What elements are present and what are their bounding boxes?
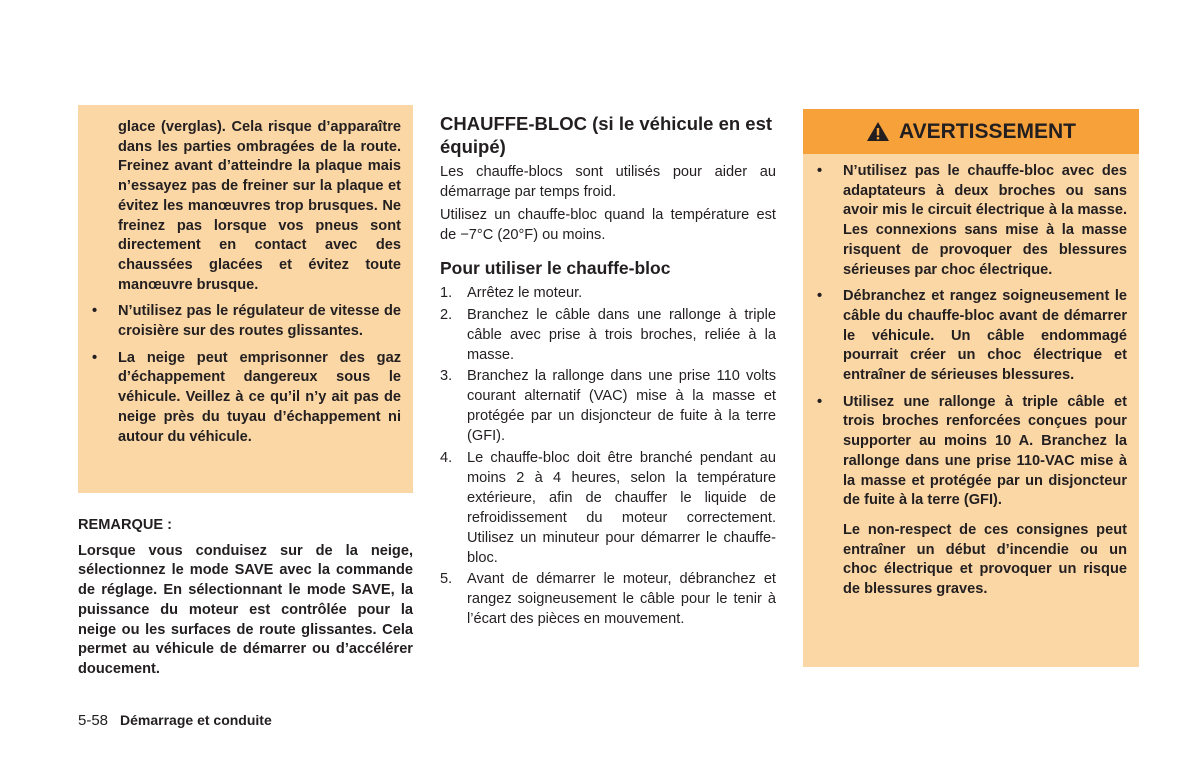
bullet-dot: • <box>92 303 98 320</box>
bullet-item <box>90 349 401 448</box>
step-text: Avant de démarrer le moteur, débranchez et rangez soigneusement le câble pour le tenir à l’écart des pièces en mouvement. <box>467 571 776 627</box>
intro-paragraph: Les chauffe-blocs sont utilisés pour aider au démarrage par temps froid. <box>440 164 776 200</box>
remark-label: REMARQUE : <box>78 517 173 533</box>
warning-bullet-text: N’utilisez pas le chauffe-bloc avec des adaptateurs à deux broches ou sans avoir mis le circuit électrique à la masse. Les connexions sans mise à la masse risquent de provoquer des blessures sérieuses par choc électrique. <box>843 163 1127 278</box>
warning-title: AVERTISSEMENT <box>899 119 1076 143</box>
step-item <box>440 283 776 303</box>
step-text: Branchez le câble dans une rallonge à triple câble avec prise à trois broches, reliée à la masse. <box>467 306 776 363</box>
bullet-dot: • <box>817 163 823 179</box>
procedure-heading: Pour utiliser le chauffe-bloc <box>440 258 671 278</box>
warning-box <box>803 109 1139 667</box>
step-item <box>440 448 776 568</box>
step-number: 5. <box>440 571 453 587</box>
bullet-dot: • <box>817 393 823 410</box>
bullet-text: N’utilisez pas le régulateur de vitesse de croisière sur des routes glissantes. <box>118 303 401 340</box>
remark-text: Lorsque vous conduisez sur de la neige, sélectionnez le mode SAVE avec la commande de réglage. En sélectionnant le mode SAVE, la puissance du moteur est contrôlée pour la neige ou les surfaces de route glissantes. Cela permet au véhicule de démarrer ou d’accélérer doucement. <box>78 542 413 677</box>
step-number: 3. <box>440 368 453 384</box>
page-number: 5-58 <box>78 712 109 729</box>
step-text: Le chauffe-bloc doit être branché pendant au moins 2 à 4 heures, selon la température extérieure, afin de chauffer le liquide de refroidissement du moteur correctement. Utilisez un minuteur pour démarrer le chauffe-bloc. <box>467 449 776 566</box>
caution-box-continued <box>78 105 413 493</box>
procedure-steps <box>440 283 776 629</box>
bullet-item <box>90 302 401 341</box>
warning-bullet-text: Utilisez une rallonge à triple câble et trois broches renforcées conçues pour supporter au moins 10 A. Branchez la rallonge dans une prise 110-VAC mise à la masse et protégée par un disjoncteur de fuite à la terre (GFI). <box>843 393 1127 509</box>
warning-bullet <box>815 393 1127 511</box>
bullet-text: La neige peut emprisonner des gaz d’échappement dangereux sous le véhicule. Veillez à ce qu’il n’y ait pas de neige près du tuyau d’échappement ni autour du véhicule. <box>118 349 401 445</box>
chapter-title: Démarrage et conduite <box>120 712 272 728</box>
step-number: 2. <box>440 306 453 323</box>
warning-bullet <box>815 162 1127 280</box>
warning-header <box>803 109 1139 154</box>
warning-triangle-icon <box>866 121 890 142</box>
step-item <box>440 569 776 629</box>
temperature-paragraph: Utilisez un chauffe-bloc quand la température est de −7°C (20°F) ou moins. <box>440 207 776 243</box>
step-number: 4. <box>440 449 453 466</box>
step-text: Branchez la rallonge dans une prise 110 volts courant alternatif (VAC) mise à la masse et protégée par un disjoncteur de fuite à la terre (GFI). <box>467 368 776 444</box>
section-heading: CHAUFFE-BLOC (si le véhicule en est équipé) <box>440 113 773 157</box>
step-item <box>440 305 776 365</box>
warning-closing: Le non-respect de ces consignes peut entraîner un début d’incendie ou un choc électrique et provoquer un risque de blessures graves. <box>843 521 1127 598</box>
step-number: 1. <box>440 285 453 301</box>
bullet-dot: • <box>92 349 98 366</box>
step-item <box>440 366 776 446</box>
page-footer <box>78 710 272 731</box>
continued-paragraph: glace (verglas). Cela risque d’apparaître dans les parties ombragées de la route. Freinez avant d’atteindre la plaque mais n’essayez pas de freiner sur la plaque et évitez les manœuvres trop brusques. Ne freinez pas lorsque vos pneus sont directement en contact avec des chaussées glacées et évitez toute manœuvre brusque. <box>118 119 401 293</box>
step-text: Arrêtez le moteur. <box>467 285 583 301</box>
warning-body <box>803 154 1139 600</box>
warning-bullet-text: Débranchez et rangez soigneusement le câble du chauffe-bloc avant de démarrer le véhicule. Un câble endommagé pourrait créer un choc électrique et entraîner de sérieuses blessures. <box>843 288 1127 384</box>
warning-bullet <box>815 287 1127 386</box>
remark-section <box>78 516 413 680</box>
bullet-dot: • <box>817 288 823 305</box>
block-heater-section <box>440 112 776 629</box>
